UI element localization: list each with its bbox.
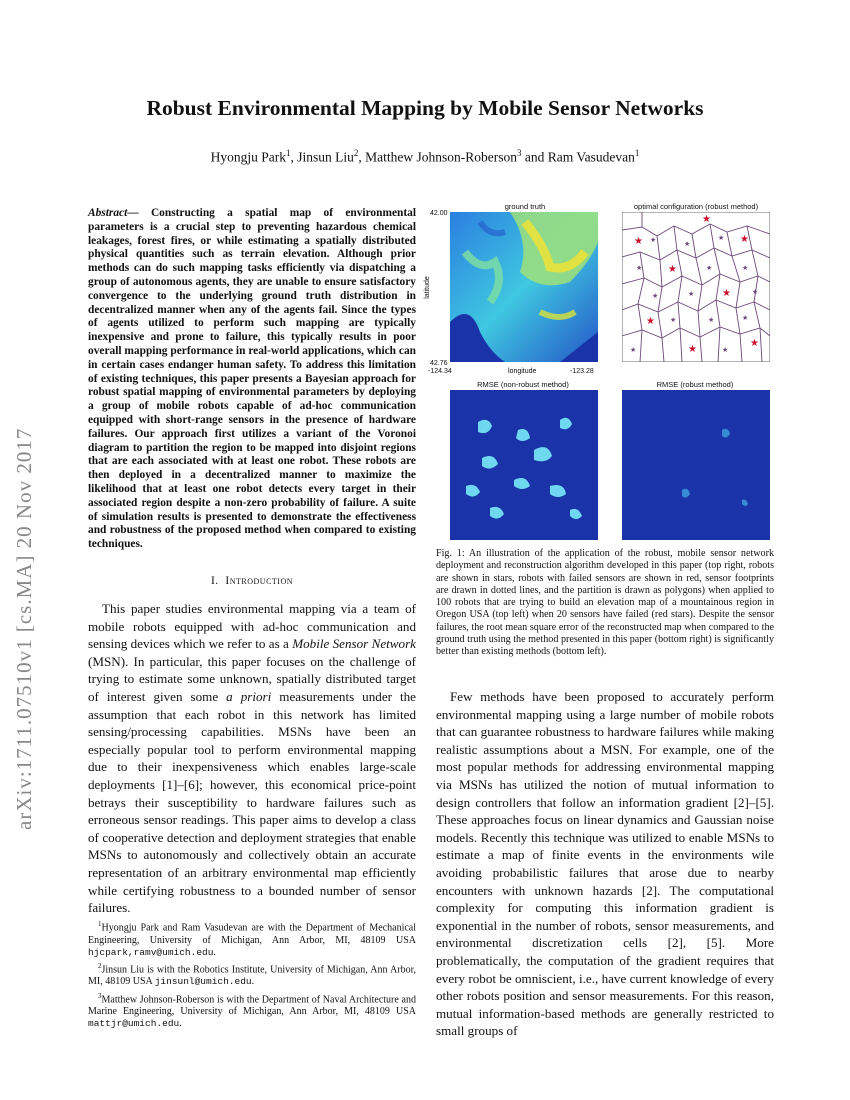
svg-text:★: ★ [742, 314, 749, 322]
author-name: Jinsun Liu [297, 149, 354, 165]
axis-label-longitude: longitude [508, 368, 537, 375]
tick-lon-left: -124.34 [428, 368, 452, 375]
intro-text-2: (MSN). In particular, this paper focuses on the challenge of trying to estimate some unknown, spatially distributed target of interest given some [88, 653, 416, 704]
svg-text:★: ★ [646, 316, 655, 327]
svg-text:★: ★ [752, 288, 759, 296]
svg-text:★: ★ [652, 292, 659, 300]
tick-lon-right: -123.28 [570, 368, 594, 375]
rmse-robust-map [622, 390, 770, 540]
footnote: $^2$Jinsun Liu is with the Robotics Institute, University of Michigan, Ann Arbor, MI, 48109 USA jinsunl@umich.edu. [88, 961, 416, 988]
svg-text:★: ★ [708, 316, 715, 324]
footnote-email: mattjr@umich.edu [88, 1018, 180, 1030]
panel-title-rmse-nonrobust: RMSE (non-robust method) [477, 380, 569, 389]
abstract-label: Abstract [88, 207, 128, 219]
footnote: $^3$Matthew Johnson-Roberson is with the Department of Naval Architecture and Marine Engineering, University of Michigan, Ann Arbor, MI, 48109 USA mattjr@umich.edu. [88, 991, 416, 1030]
svg-text:★: ★ [740, 234, 749, 245]
intro-text-3: measurements under the assumption that each robot in this network has limited sensing/processing capabilities. MSNs have been an especially popular tool to perform environmental mapping due to their inexpensiveness which enables large-scale deployments [1]–[6]; however, this economical price-point betrays their susceptibility to hardware failures such as erroneous sensor readings. This paper aims to develop a class of cooperative detection and deployment strategies that enable MSNs to autonomously and collectively obtain an accurate representation of an arbitrary environmental map efficiently while certifying robustness to a bounded number of sensor failures. [88, 688, 416, 916]
footnote-mark: 1 [98, 920, 102, 928]
rmse-nonrobust-map [450, 390, 598, 540]
svg-text:★: ★ [668, 264, 677, 275]
tick-lat-top: 42.00 [430, 210, 448, 217]
section-number: I. [210, 575, 219, 587]
svg-text:★: ★ [718, 234, 725, 242]
figure-1 [423, 200, 775, 545]
svg-text:★: ★ [706, 264, 713, 272]
svg-text:★: ★ [636, 264, 643, 272]
footnote-text: Jinsun Liu is with the Robotics Institute, University of Michigan, Ann Arbor, MI, 48109 USA [88, 964, 416, 988]
footnote: $^1$Hyongju Park and Ram Vasudevan are with the Department of Mechanical Engineering, University of Michigan, Ann Arbor, MI, 48109 USA hjcpark,ramv@umich.edu. [88, 920, 416, 958]
svg-text:★: ★ [742, 264, 749, 272]
footnotes [88, 918, 416, 1032]
footnote-mark: 3 [98, 991, 102, 1000]
ground-truth-map [450, 212, 598, 362]
footnote-mark: 2 [98, 961, 102, 970]
footnote-email: hjcpark,ramv@umich.edu [88, 946, 214, 958]
right-column-paragraph: Few methods have been proposed to accurately perform environmental mapping using a large number of mobile robots that can guarantee robustness to hardware failures while making realistic assumptions about a MSN. For example, one of the most popular methods for addressing environmental mapping via MSNs has utilized the notion of mutual information to design controllers that follow an information gradient [2]–[5]. These approaches focus on linear dynamics and Gaussian noise models. Recently this technique was utilized to enable MSNs to estimate a map of finite events in the environments wile avoiding probabilistic failures that arose due to nearby encounters with unknown hazards [2]. The computational complexity for computing this information gradient is exponential in the number of robots, sensor measurements, and environmental discretization cells [2], [5]. More problematically, the computation of the gradient requires that every robot be omniscient, i.e., have current knowledge of every other robots position and sensor measurements. For this reason, mutual information-based methods are generally restricted to small groups of [436, 689, 774, 1039]
intro-paragraph [88, 600, 416, 917]
author-name: Ram Vasudevan [547, 149, 635, 165]
author-affiliation-mark: 2 [353, 148, 359, 158]
section-title: Introduction [225, 575, 294, 587]
section-heading-introduction [88, 575, 416, 587]
author-name: Hyongju Park [210, 149, 286, 165]
abstract [88, 207, 416, 552]
svg-text:★: ★ [670, 316, 677, 324]
author-affiliation-mark: 3 [517, 148, 522, 158]
arxiv-stamp: arXiv:1711.07510v1 [cs.MA] 20 Nov 2017 [12, 427, 36, 830]
svg-text:★: ★ [702, 214, 711, 225]
abstract-text: — Constructing a spatial map of environmental parameters is a crucial step to preventing hazardous chemical leakages, forest fires, or while estimating a spatially distributed physical quantities such as terrain elevation. Although prior methods can do such mapping tasks efficiently via dispatching a group of autonomous agents, they are unable to ensure satisfactory convergence to the underlying ground truth distribution in decentralized manner when any of the agents fail. Since the types of agents utilized to perform such mapping are typically inexpensive and prone to failure, this typically results in poor overall mapping performance in real-world applications, which can in certain cases endanger human safety. To address this limitation of existing techniques, this paper presents a Bayesian approach for robust spatial mapping of environmental parameters by deploying a group of mobile robots capable of ad-hoc communication equipped with short-range sensors in the presence of hardware failures. Our approach first utilizes a variant of the Voronoi diagram to partition the region to be mapped into disjoint regions that are each associated with at least one robot. These robots are then deployed in a decentralized manner to maximize the likelihood that at least one robot detects every target in their associated region despite a non-zero probability of failure. A suite of simulation results is presented to demonstrate the effectiveness and robustness of the proposed method when compared to existing techniques. [88, 207, 416, 551]
svg-text:★: ★ [722, 346, 729, 354]
footnote-email: jinsunl@umich.edu [154, 976, 252, 988]
footnote-text: Hyongju Park and Ram Vasudevan are with the Department of Mechanical Engineering, University of Michigan, Ann Arbor, MI, 48109 USA [88, 922, 416, 946]
svg-text:★: ★ [634, 236, 643, 247]
svg-text:★: ★ [722, 288, 731, 299]
tick-lat-bottom: 42.76 [430, 360, 448, 367]
figure-caption: Fig. 1: An illustration of the application of the robust, mobile sensor network deployment and reconstruction algorithm developed in this paper (top right, robots are shown in stars, robots with failed sensors are shown in red, sensor footprints are drawn in dotted lines, and the partition is drawn as polygons) when applied to 100 robots that are trying to build an elevation map of a mountainous region in Oregon USA (top left) when 20 sensors have failed (red stars). Despite the sensor failures, the root mean square error of the reconstructed map when compared to the ground truth using the method presented in this paper (bottom right) is significantly better than existing methods (bottom left). [436, 548, 774, 658]
footnote-text: Matthew Johnson-Roberson is with the Department of Naval Architecture and Marine Engineering, University of Michigan, Ann Arbor, MI, 48109 USA [88, 994, 416, 1018]
panel-title-ground-truth: ground truth [504, 202, 546, 211]
intro-term-msn: Mobile Sensor Network [292, 636, 416, 652]
author-affiliation-mark: 1 [285, 148, 291, 158]
svg-text:★: ★ [688, 290, 695, 298]
svg-text:★: ★ [684, 240, 691, 248]
panel-title-rmse-robust: RMSE (robust method) [656, 380, 734, 389]
author-line: Hyongju Park$^1$, Jinsun Liu$^2$, Matthew Johnson-Roberson$^3$ and Ram Vasudevan$^1$ [210, 148, 640, 165]
svg-text:★: ★ [688, 344, 697, 355]
svg-text:★: ★ [630, 346, 637, 354]
voronoi-configuration [622, 212, 770, 362]
intro-text-1: This paper studies environmental mapping via a team of mobile robots equipped with ad-hoc communication and sensing devices which we refer to as a [88, 601, 416, 652]
author-name: Matthew Johnson-Roberson [365, 149, 517, 165]
axis-label-latitude: latitude [423, 276, 431, 299]
paper-title: Robust Environmental Mapping by Mobile Sensor Networks [146, 96, 704, 120]
author-affiliation-mark: 1 [634, 148, 640, 158]
svg-text:★: ★ [650, 236, 657, 244]
intro-term-a-priori: a priori [226, 688, 272, 704]
panel-title-optimal: optimal configuration (robust method) [633, 202, 759, 211]
svg-text:★: ★ [750, 338, 759, 349]
